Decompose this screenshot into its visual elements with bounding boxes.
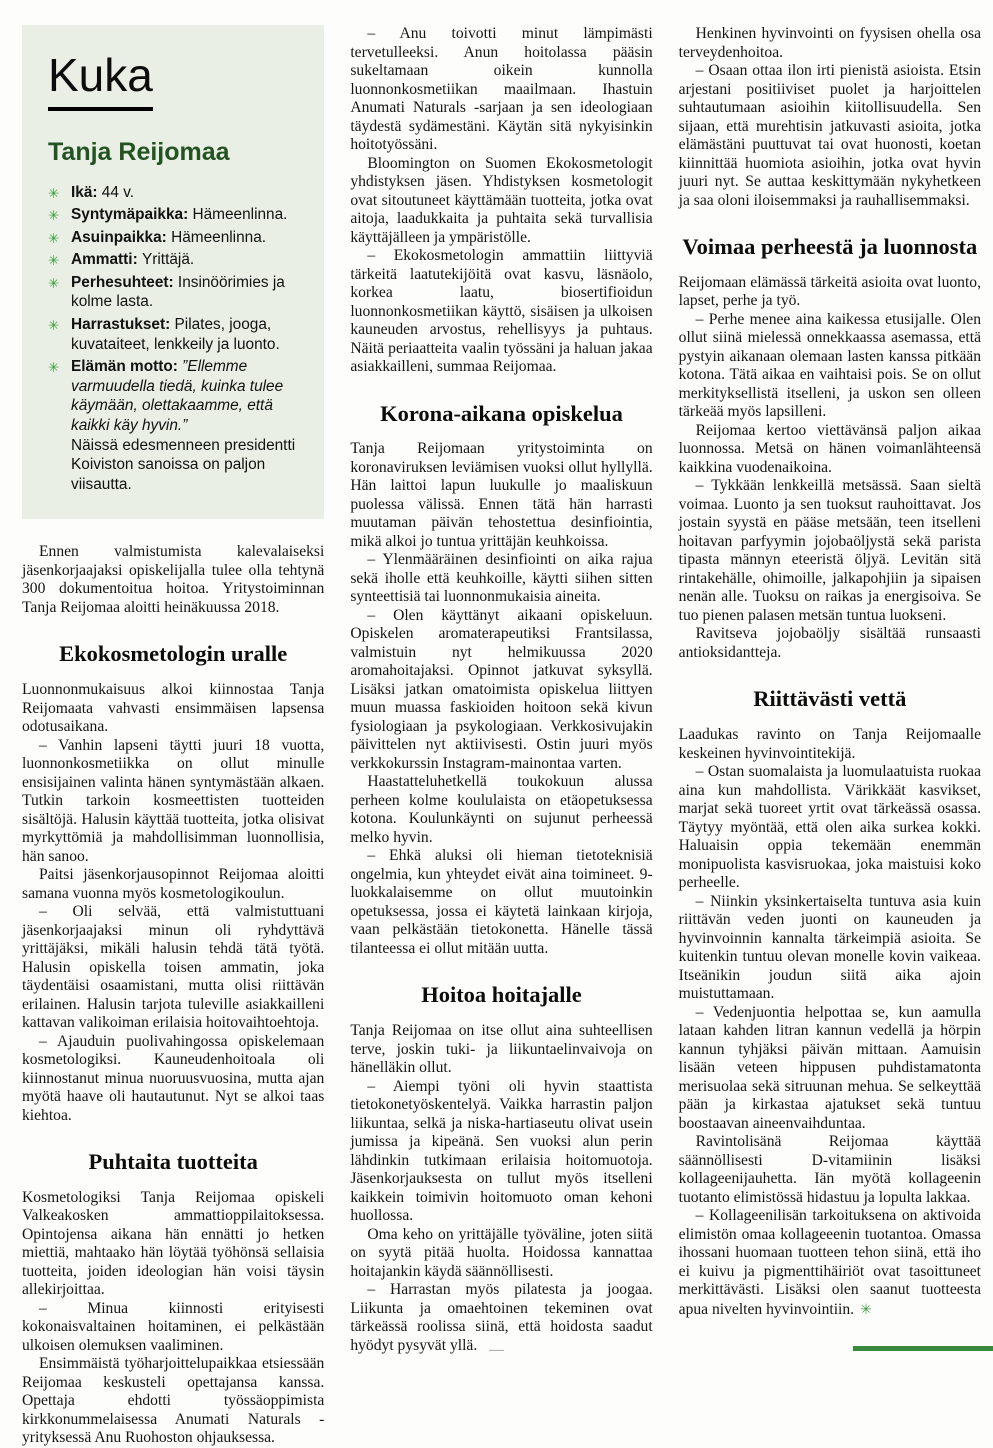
- paragraph: – Ylenmääräinen desinfiointi on aika rajua sekä iholle että keuhkoille, käytti siihen sitten synteettisiä tai luonnonmukaisia aineita.: [350, 551, 653, 606]
- fact-value: Yrittäjä.: [141, 251, 195, 269]
- paragraph: – Minua kiinnosti erityisesti kokonaisvaltainen hoitaminen, ei pelkästään ulkoisen olemuksen vaaliminen.: [22, 1299, 325, 1354]
- paragraph: Luonnonmukaisuus alkoi kiinnostaa Tanja Reijomaata vahvasti ensimmäisen lapsensa odotusaikana.: [22, 681, 325, 736]
- section-heading: Korona-aikana opiskelua: [380, 400, 623, 426]
- infobox-title: Kuka: [48, 52, 153, 111]
- section-heading: Voimaa perheestä ja luonnosta: [682, 234, 978, 259]
- infobox-fact-list: [48, 183, 304, 495]
- paragraph: – Harrastan myös pilatesta ja joogaa. Liikunta ja omaehtoinen tekeminen ovat tärkeässä roolissa siinä, että hoidosta saadut hyödyt pysyvät yllä.: [350, 1281, 653, 1354]
- fact-label: Syntymäpaikka:: [71, 206, 193, 224]
- paragraph: Ennen valmistumista kalevalaiseksi jäsenkorjaajaksi opiskelijalla tulee olla tehtynä 300 dokumentoitua hoitoa. Yritystoiminnan Tanja Reijomaa aloitti heinäkuussa 2018.: [22, 543, 325, 616]
- person-name: Tanja Reijomaa: [48, 138, 230, 166]
- fact-label: Harrastukset:: [71, 316, 175, 334]
- fact-label: Elämän motto:: [71, 358, 183, 376]
- paragraph: Oma keho on yrittäjälle työväline, joten siitä on syytä pitää huolta. Hoidossa kannattaa hoitajankin käydä säännöllisesti.: [350, 1225, 653, 1280]
- paragraph: – Osaan ottaa ilon irti pienistä asioista. Etsin arjestani positiiviset puolet ja harjoittelen suhtautumaan asioihin kiitollisuudella. Sen sijaan, että murehtisin jatkuvasti asioita, jotka elämästäni puuttuvat tai ovat huonosti, koetan kiinnittää huomiota asioihin, jotka ovat hyvin juuri nyt. Se auttaa keskittymään nykyhetkeen ja saa oloni iloisemmaksi ja rauhallisemmaksi.: [678, 62, 981, 209]
- asterisk-bullet-icon: ✳: [48, 253, 60, 269]
- fact-value: Insinöörimies ja kolme lasta.: [71, 273, 285, 311]
- fact-note: Näissä edesmenneen presidentti Koiviston sanoissa on paljon viisautta.: [71, 436, 296, 493]
- paragraph: Haastatteluhetkellä toukokuun alussa perheen kolme koululaista on etäopetuksessa kotona. Koulunkäynti on sujunut perheessä melko hyvin.: [350, 773, 653, 846]
- fact-value-quote: ”Ellemme varmuudella tiedä, kuinka tulee käymään, olettakaamme, että kaikki käy hyvin.”: [71, 358, 284, 435]
- paragraph: – Niinkin yksinkertaiselta tuntuva asia kuin riittävän veden juonti on kauneuden ja hyvinvoinnin kannalta tärkeimpiä asioita. Se kuitenkin tuntuu olevan monelle kovin vaikeaa. Itseänikin joudun siitä aika ajoin muistuttamaan.: [678, 892, 981, 1002]
- who-infobox: [22, 25, 324, 519]
- paragraph: Henkinen hyvinvointi on fyysisen ohella osa terveydenhoitoa.: [678, 25, 981, 61]
- asterisk-bullet-icon: ✳: [48, 318, 60, 334]
- column-1: [22, 25, 324, 1448]
- paragraph: Ensimmäistä työharjoittelupaikkaa etsiessään Reijomaa keskusteli opettajansa kanssa. Opettaja ehdotti työssäoppimista kirkkonummelaisessa Anumati Naturals -yrityksessä Anu Ruohoston ohjauksessa.: [22, 1355, 325, 1447]
- fact-value: 44 v.: [101, 183, 135, 201]
- asterisk-bullet-icon: ✳: [48, 360, 60, 376]
- asterisk-bullet-icon: ✳: [48, 208, 60, 224]
- paragraph: Reijomaan elämässä tärkeitä asioita ovat luonto, lapset, perhe ja työ.: [678, 273, 981, 310]
- paragraph: Laadukas ravinto on Tanja Reijomaalle keskeinen hyvinvointitekijä.: [678, 726, 981, 762]
- paragraph: – Vedenjuontia helpottaa se, kun aamulla lataan kahden litran kannun vedellä ja hörpin kannun tyhjäksi päivän mittaan. Aamuisin lisään veteen hippusen puhdistamatonta merisuolaa sekä sitruunan mehua. Se selkeyttää pään ja kirkastaa ajatukset sekä tuntuu boostaavan aineenvaihduntaa.: [678, 1003, 981, 1132]
- fact-value: Hämeenlinna.: [192, 206, 288, 224]
- paragraph: – Tykkään lenkkeillä metsässä. Saan sieltä voimaa. Luonto ja sen tuoksut rauhoittavat. Jos jostain syystä en pääse metsään, teen itselleni hoitavan parfyymin jojobaöljystä sekä parista tipasta männyn eteeristä öljyä. Levitän sitä rintakehälle, ohimoille, jalkapohjiin ja sipaisen nenän alle. Tuoksu on raikas ja energisoiva. Se tuo pienen palasen metsän tuntua luokseni.: [678, 477, 981, 624]
- paragraph: – Ostan suomalaista ja luomulaatuista ruokaa aina kun mahdollista. Värikkäät kasvikset, marjat sekä tuoreet yrtit ovat tärkeässä osassa. Täytyy myöntää, että olen aika surkea kokki. Haluaisin oppia tekemään enemmän monipuolista kasvisruokaa, joka maistuisi koko perheelle.: [678, 763, 981, 891]
- section-heading: Puhtaita tuotteita: [88, 1149, 258, 1175]
- infobox-fact-item: [48, 250, 304, 270]
- asterisk-bullet-icon: ✳: [48, 275, 60, 291]
- paragraph: Ravintolisänä Reijomaa käyttää säännöllisesti D-vitamiinin lisäksi kollageenijauhetta. Iän myötä kollageenin tuotanto elimistössä hidastuu ja lopulta lakkaa.: [678, 1133, 981, 1206]
- infobox-fact-item: [48, 273, 304, 312]
- infobox-fact-item: [48, 205, 304, 225]
- fact-value: Pilates, jooga, kuvataiteet, lenkkeily ja luonto.: [71, 316, 280, 353]
- infobox-fact-item: [48, 315, 304, 354]
- column-2: [350, 25, 652, 1448]
- paragraph: – Oli selvää, että valmistuttuani jäsenkorjaajaksi minun oli ryhdyttävä yrittäjäksi, mikäli halusin tehdä tätä työtä. Halusin opiskella toisen ammatin, joka täydentäisi osaamistani, mutta olisi riittävän erilainen. Halusin tarjota tuleville asiakkailleni kattavan valikoiman erilaisia hoitovaihtoehtoja.: [22, 903, 325, 1032]
- asterisk-bullet-icon: ✳: [48, 185, 60, 201]
- paragraph: Paitsi jäsenkorjausopinnot Reijomaa aloitti samana vuonna myös kosmetologikoulun.: [22, 866, 325, 902]
- fact-label: Asuinpaikka:: [71, 228, 172, 246]
- section-heading: Ekokosmetologin uralle: [59, 641, 288, 667]
- section-heading: Riittävästi vettä: [753, 686, 907, 712]
- paragraph: Tanja Reijomaa on itse ollut aina suhteellisen terve, joskin tuki- ja liikuntaelinvaivoja on hänelläkin ollut.: [350, 1022, 653, 1076]
- paragraph: Tanja Reijomaan yritystoiminta on koronaviruksen leviämisen vuoksi ollut hyllyllä. Hän laittoi lapun luukulle jo maaliskuun puolessa välissä. Ennen tätä hän harrasti muutaman päivän tehostettua desinfiointia, mikä alkoi jo tuntua yrittäjän keuhkoissa.: [350, 440, 653, 550]
- section-heading: Hoitoa hoitajalle: [421, 982, 582, 1008]
- paragraph: Ravitseva jojobaöljy sisältää runsaasti antioksidantteja.: [678, 625, 981, 661]
- paragraph: – Ajauduin puolivahingossa opiskelemaan kosmetologiksi. Kauneudenhoitoala oli kiinnostanut minua nuoruusvuosina, mutta ajan myötä haave oli hautautunut. Nyt se alkoi taas kiehtoa.: [22, 1032, 325, 1124]
- infobox-fact-item: [48, 183, 304, 203]
- infobox-fact-item: [48, 228, 304, 248]
- paragraph: Reijomaa kertoo viettävänsä paljon aikaa luonnossa. Metsä on hänen voimanlähteensä kaikkina vuodenaikoina.: [678, 421, 981, 476]
- page-footer-mark: ‒‒: [489, 1342, 504, 1358]
- paragraph: Kosmetologiksi Tanja Reijomaa opiskeli Valkeakosken ammattioppilaitoksessa. Opintojensa aikana hän ennätti jo hetken miettiä, mahtaako hän löytää työhönsä sellaisia tuotteita, joiden ideologian hän voisi täysin allekirjoittaa.: [22, 1188, 325, 1299]
- fact-value: Hämeenlinna.: [171, 228, 267, 246]
- paragraph: – Perhe menee aina kaikessa etusijalle. Olen ollut siinä mielessä onnekkaassa asemassa, että pystyin aikanaan olemaan lasten kanssa pitkään kotona. Tätä aikaa en vaihtaisi pois. Se on ollut merkityksellistä itselleni, ja uskon sen olleen tärkeää myös lapsilleni.: [678, 310, 981, 421]
- infobox-fact-item: [48, 357, 304, 494]
- end-asterisk-icon: ✳: [860, 1300, 872, 1317]
- paragraph: – Anu toivotti minut lämpimästi tervetulleeksi. Anun hoitolassa pääsin sukeltamaan oikein kunnolla luonnonkosmetiikan maailmaan. Ihastuin Anumati Naturals -sarjaan ja sen ideologiaan täydestä sydämestäni. Käytän sitä nykyisinkin hoitotyössäni.: [350, 25, 653, 153]
- paragraph: – Olen käyttänyt aikaani opiskeluun. Opiskelen aromaterapeutiksi Frantsilassa, valmistuin nyt helmikuussa 2020 aromahoitajaksi. Opinnot jatkuvat syksyllä. Lisäksi jatkan omatoimista opiskelua liittyen muun muassa faskioiden hoitoon sekä kivun fysiologiaan ja psykologiaan. Verkkosivujakin päivittelen nyt aktiivisesti. Ostin juuri myös verkkokurssin Instagram-mainontaa varten.: [350, 606, 653, 772]
- column-3: [679, 25, 981, 1448]
- fact-label: Perhesuhteet:: [71, 273, 178, 291]
- paragraph: – Ekokosmetologin ammattiin liittyviä tärkeitä laatutekijöitä ovat kasvu, läsnäolo, korkea laatu, biosertifioidun luonnonkosmetiikan käyttö, sisäisen ja ulkoisen kauneuden arvostus, rehellisyys ja puhtaus. Näitä periaatteita vaalin työssäni ja haluan jakaa asiakkailleni, summaa Reijomaa.: [350, 247, 653, 375]
- fact-label: Ammatti:: [71, 251, 142, 269]
- fact-label: Ikä:: [71, 183, 102, 201]
- paragraph: – Ehkä aluksi oli hieman tietoteknisiä ongelmia, kun yhteydet eivät aina toimineet. 9-luokkalaisemme on ollut muutoinkin opetuksessa, jossa ei käytetä lainkaan kirjoja, vaan pelkästään tietokonetta. Hänelle tässä tilanteessa ei ollut mitään uutta.: [350, 847, 653, 957]
- paragraph: Bloomington on Suomen Ekokosmetologit yhdistyksen jäsen. Yhdistyksen kosmetologit ovat sitoutuneet käyttämään tuotteita, jotka ovat aitoja, laadukkaita ja puhtaita sekä turvallisia käyttäjälleen ja ympäristölle.: [350, 154, 653, 246]
- paragraph: – Vanhin lapseni täytti juuri 18 vuotta, luonnonkosmetiikka on ollut minulle ensisijainen valinta hänen syntymästään alkaen. Tutkin tarkoin kosmeettisten tuotteiden sisältöjä. Halusin käyttää tuotteita, jotka olisivat myrkyttömiä ja mahdollisimman luonnollisia, hän sanoo.: [22, 736, 325, 865]
- paragraph: – Aiempi työni oli hyvin staattista tietokonetyöskentelyä. Vaikka harrastin paljon liikuntaa, selkä ja niska-hartiaseutu olivat usein jumissa ja kipeänä. Sen vuoksi alun perin lähdinkin tutkimaan erilaisia hoitomuotoja. Jäsenkorjauksesta on tullut myös itselleni kaikkein toimivin hoitomuoto oman kehoni huollossa.: [350, 1077, 653, 1224]
- corner-accent-bar: [853, 1346, 993, 1351]
- asterisk-bullet-icon: ✳: [48, 230, 60, 246]
- paragraph: – Kollageenilisän tarkoituksena on aktivoida elimistön omaa kollageeenin tuotantoa. Omassa ihossani huomaan tuotteen tehon siinä, että iho ei kuivu ja pigmenttihäiriöt ovat tasoittuneet merkittävästi. Lisäksi olen saanut tuotteesta apua nivelten hyvinvointiin. ✳: [678, 1207, 981, 1318]
